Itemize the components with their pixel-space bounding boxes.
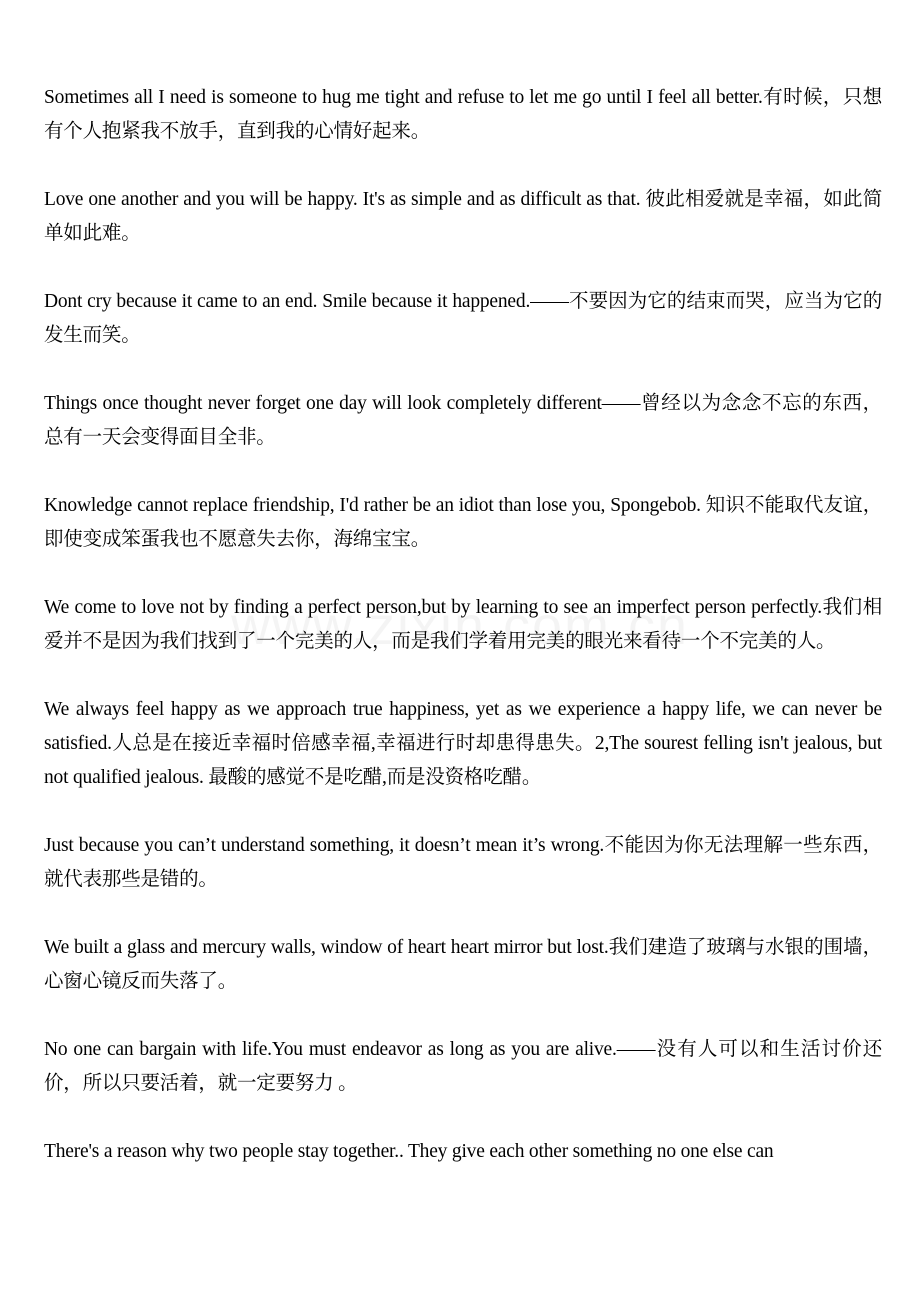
paragraph-8: Just because you can’t understand something, it doesn’t mean it’s wrong.不能因为你无法理解一些东西，就代表那些是错的。 xyxy=(44,835,882,890)
paragraph-2: Love one another and you will be happy. It's as simple and as difficult as that. 彼此相爱就是幸福，如此简单如此难。 xyxy=(44,189,882,244)
paragraph-1: Sometimes all I need is someone to hug me tight and refuse to let me go until I feel all better.有时候，只想有个人抱紧我不放手，直到我的心情好起来。 xyxy=(44,87,882,142)
paragraph-6: We come to love not by finding a perfect person,but by learning to see an imperfect person perfectly.我们相爱并不是因为我们找到了一个完美的人，而是我们学着用完美的眼光来看待一个不完美的人。 xyxy=(44,597,882,652)
paragraph-5: Knowledge cannot replace friendship, I'd rather be an idiot than lose you, Spongebob. 知识不能取代友谊，即使变成笨蛋我也不愿意失去你，海绵宝宝。 xyxy=(44,495,882,550)
paragraph-11: There's a reason why two people stay together.. They give each other something no one else can xyxy=(44,1141,774,1162)
paragraph-10: No one can bargain with life.You must endeavor as long as you are alive.——没有人可以和生活讨价还价，所以只要活着，就一定要努力 。 xyxy=(44,1039,882,1094)
paragraph-3: Dont cry because it came to an end. Smile because it happened.——不要因为它的结束而哭，应当为它的发生而笑。 xyxy=(44,291,882,346)
document-page xyxy=(44,81,882,1203)
paragraph-7: We always feel happy as we approach true happiness, yet as we experience a happy life, we can never be satisfied.人总是在接近幸福时倍感幸福,幸福进行时却患得患失。2,The sourest felling isn't jealous, but not qualified jealous. 最酸的感觉不是吃醋,而是没资格吃醋。 xyxy=(44,699,882,788)
paragraph-9: We built a glass and mercury walls, window of heart heart mirror but lost.我们建造了玻璃与水银的围墙，心窗心镜反而失落了。 xyxy=(44,937,882,992)
paragraph-4: Things once thought never forget one day will look completely different——曾经以为念念不忘的东西，总有一天会变得面目全非。 xyxy=(44,393,882,448)
